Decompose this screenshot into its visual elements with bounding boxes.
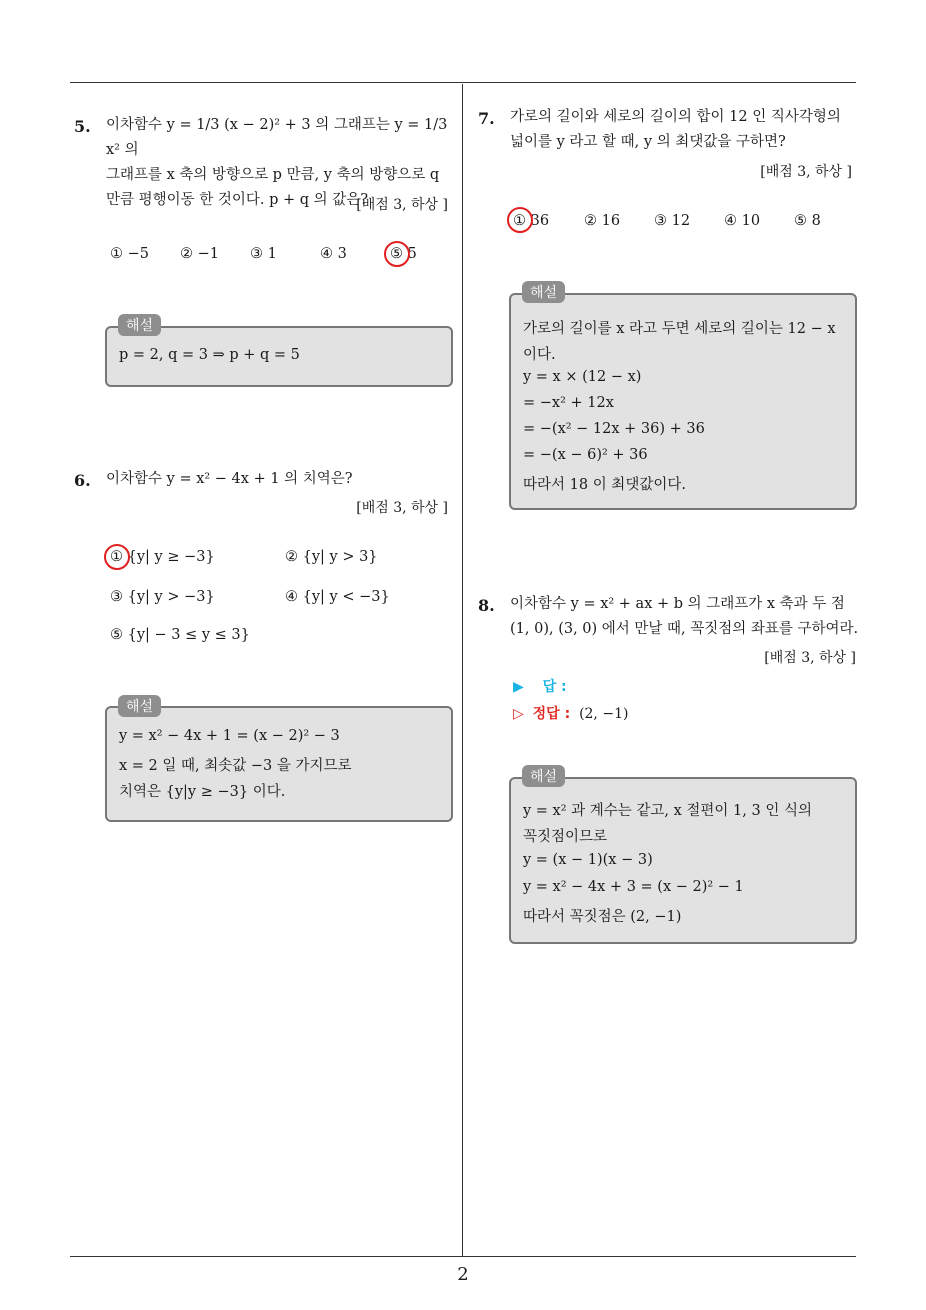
explanation-line: 가로의 길이를 x 라고 두면 세로의 길이는 12 − x [523, 321, 836, 337]
question-line: 이차함수 y = x² + ax + b 의 그래프가 x 축과 두 점 [510, 596, 845, 612]
correct-marker-icon: ▷ [513, 706, 524, 722]
explanation-line: 이다. [523, 347, 556, 363]
question-line: (1, 0), (3, 0) 에서 만날 때, 꼭짓점의 좌표를 구하여라. [510, 621, 859, 637]
question-number: 5. [74, 117, 91, 136]
question-number: 6. [74, 471, 91, 490]
answer-row [513, 676, 567, 696]
explanation-line: = −(x − 6)² + 36 [523, 447, 648, 463]
selected-answer-mark [507, 207, 533, 233]
explanation-line: = −(x² − 12x + 36) + 36 [523, 421, 705, 437]
choice-1[interactable]: ① 36 [513, 213, 550, 229]
explanation-line: y = x² − 4x + 1 = (x − 2)² − 3 [119, 728, 340, 744]
correct-answer-row [513, 703, 628, 723]
choice-4[interactable]: ④ 3 [320, 246, 347, 262]
column-divider [462, 84, 463, 1257]
choice-4[interactable]: ④ {y| y < −3} [285, 589, 390, 605]
choice-3[interactable]: ③ {y| y > −3} [110, 589, 215, 605]
question-number: 8. [478, 596, 495, 615]
explanation-line: y = x² − 4x + 3 = (x − 2)² − 1 [523, 879, 744, 895]
score-meta: [배점 3, 하상 ] [760, 164, 852, 180]
choice-2[interactable]: ② 16 [584, 213, 621, 229]
explanation-line: y = x × (12 − x) [523, 369, 642, 385]
score-meta: [배점 3, 하상 ] [764, 650, 856, 666]
choice-2[interactable]: ② {y| y > 3} [285, 549, 378, 565]
correct-answer-value: (2, −1) [579, 706, 629, 722]
question-line: 이차함수 y = 1/3 (x − 2)² + 3 의 그래프는 y = 1/3 x² 의 [106, 117, 448, 158]
explanation-line: 꼭짓점이므로 [523, 829, 608, 845]
question-line: 넓이를 y 라고 할 때, y 의 최댓값을 구하면? [510, 134, 786, 150]
correct-answer-label: 정답 : [532, 706, 571, 722]
question-line: 만큼 평행이동 한 것이다. p + q 의 값은? [106, 192, 369, 208]
explanation-box [509, 293, 857, 510]
explanation-line: y = (x − 1)(x − 3) [523, 852, 653, 868]
explanation-line: 따라서 꼭짓점은 (2, −1) [523, 909, 682, 925]
question-text [510, 592, 860, 642]
explanation-line: = −x² + 12x [523, 395, 614, 411]
explanation-label: 해설 [118, 314, 161, 336]
bottom-rule [70, 1256, 856, 1257]
top-rule [70, 82, 856, 83]
question-line: 그래프를 x 축의 방향으로 p 만큼, y 축의 방향으로 q [106, 167, 440, 183]
question-line: 가로의 길이와 세로의 길이의 합이 12 인 직사각형의 [510, 109, 841, 125]
question-text [510, 105, 860, 155]
page-number: 2 [457, 1264, 469, 1285]
explanation-box [105, 706, 453, 822]
choice-5[interactable]: ⑤ 8 [794, 213, 821, 229]
choice-2[interactable]: ② −1 [180, 246, 219, 262]
question-text [106, 467, 456, 492]
explanation-line: 치역은 {y|y ≥ −3} 이다. [119, 784, 286, 800]
question-number: 7. [478, 109, 495, 128]
explanation-label: 해설 [118, 695, 161, 717]
explanation-label: 해설 [522, 765, 565, 787]
choice-5[interactable]: ⑤ 5 [390, 246, 417, 262]
explanation-line: y = x² 과 계수는 같고, x 절편이 1, 3 인 식의 [523, 803, 812, 819]
choice-1[interactable]: ① −5 [110, 246, 149, 262]
answer-marker-icon: ▶ [513, 679, 524, 695]
explanation-label: 해설 [522, 281, 565, 303]
choice-5[interactable]: ⑤ {y| − 3 ≤ y ≤ 3} [110, 627, 250, 643]
choice-1[interactable]: ① {y| y ≥ −3} [110, 549, 215, 565]
answer-label: 답 : [542, 679, 567, 695]
choice-4[interactable]: ④ 10 [724, 213, 761, 229]
explanation-line: p = 2, q = 3 ⇒ p + q = 5 [119, 347, 300, 363]
score-meta: [배점 3, 하상 ] [356, 197, 448, 213]
selected-answer-mark [384, 241, 410, 267]
selected-answer-mark [104, 544, 130, 570]
explanation-line: 따라서 18 이 최댓값이다. [523, 477, 686, 493]
question-line: 이차함수 y = x² − 4x + 1 의 치역은? [106, 471, 353, 487]
explanation-line: x = 2 일 때, 최솟값 −3 을 가지므로 [119, 758, 352, 774]
explanation-box [509, 777, 857, 944]
choice-3[interactable]: ③ 1 [250, 246, 277, 262]
choice-3[interactable]: ③ 12 [654, 213, 691, 229]
score-meta: [배점 3, 하상 ] [356, 500, 448, 516]
